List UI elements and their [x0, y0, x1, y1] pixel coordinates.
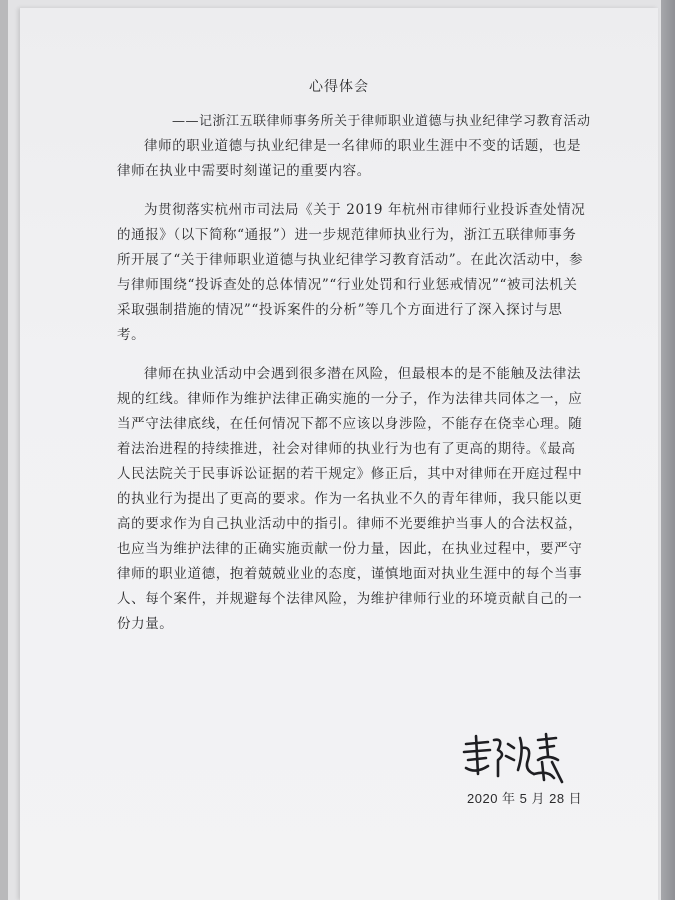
paragraph-1: 律师的职业道德与执业纪律是一名律师的职业生涯中不变的话题，也是律师在执业中需要时刻谨记的重要内容。	[117, 138, 582, 179]
document-page	[20, 8, 658, 900]
page-subtitle: ——记浙江五联律师事务所关于律师职业道德与执业纪律学习教育活动	[172, 114, 591, 129]
desk-edge	[661, 0, 675, 900]
handwritten-signature	[458, 730, 568, 788]
signature-date: 2020 年 5 月 28 日	[467, 791, 583, 806]
page-title: 心得体会	[309, 79, 369, 95]
document-body	[117, 134, 587, 651]
paragraph-3: 律师在执业活动中会遇到很多潜在风险，但最根本的是不能触及法律法规的红线。律师作为维护法律正确实施的一分子，作为法律共同体之一，应当严守法律底线，在任何情况下都不应该以身涉险，不能存在侥幸心理。随着法治进程的持续推进，社会对律师的执业行为也有了更高的期待。《最高人民法院关于民事诉讼证据的若干规定》修正后，其中对律师在开庭过程中的执业行为提出了更高的要求。作为一名执业不久的青年律师，我只能以更高的要求作为自己执业活动中的指引。律师不光要维护当事人的合法权益，也应当为维护法律的正确实施贡献一份力量，因此，在执业过程中，要严守律师的职业道德，抱着兢兢业业的态度，谨慎地面对执业生涯中的每个当事人、每个案件，并规避每个法律风险，为维护律师行业的环境贡献自己的一份力量。	[117, 366, 583, 632]
paragraph-2: 为贯彻落实杭州市司法局《关于 2019 年杭州市律师行业投诉查处情况的通报》（以下简称“通报”）进一步规范律师执业行为，浙江五联律师事务所开展了“关于律师职业道德与执业纪律学习教育活动”。在此次活动中，参与律师围绕“投诉查处的总体情况”“行业处罚和行业惩戒情况”“被司法机关采取强制措施的情况”“投诉案件的分析”等几个方面进行了深入探讨与思考。	[117, 202, 586, 343]
